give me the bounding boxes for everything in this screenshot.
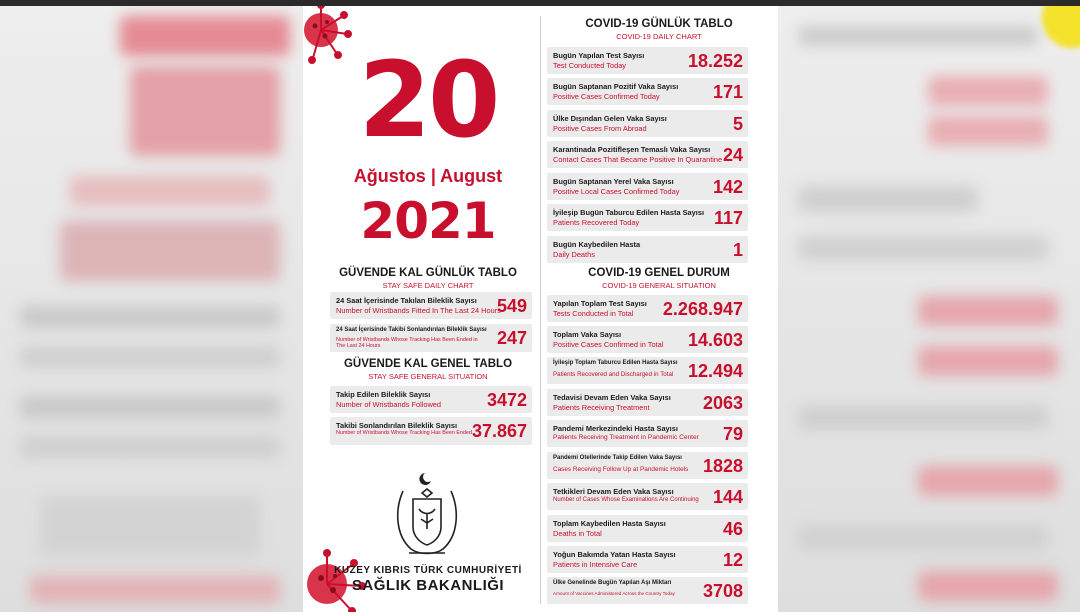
row-value: 171 [712, 82, 743, 102]
ministry-name: SAĞLIK BAKANLIĞI [351, 577, 505, 594]
row-label-en: Number of Wristbands Whose Tracking Has Been Ended in The Last 24 Hours [336, 337, 478, 349]
row-label-en: Test Conducted Today [553, 61, 626, 70]
row-value: 1828 [702, 456, 743, 476]
row-label-tr: Bugün Yapılan Test Sayısı [553, 51, 645, 60]
state-emblem-icon [389, 469, 465, 565]
row-value: 3472 [486, 390, 527, 410]
covid-general-row [547, 326, 748, 353]
covid-general-row [547, 420, 748, 447]
covid-daily-row [547, 236, 748, 263]
covid-general-row [547, 546, 748, 573]
row-label-en: Patients Recovered Today [553, 218, 640, 227]
covid-general-row [547, 357, 748, 384]
row-label-en: Number of Wristbands Whose Tracking Has Been Ended [336, 430, 472, 436]
row-label-en: Patients Receiving Treatment in Pandemic Center [553, 434, 699, 441]
row-label-tr: 24 Saat İçerisinde Takibi Sonlandırılan Bileklik Sayısı [336, 327, 487, 333]
row-label-en: Positive Cases From Abroad [553, 124, 647, 133]
row-label-tr: Bugün Kaybedilen Hasta [553, 240, 641, 249]
row-label-tr: Bugün Saptanan Pozitif Vaka Sayısı [553, 82, 679, 91]
row-value: 18.252 [687, 51, 743, 71]
row-label-en: Daily Deaths [553, 250, 595, 259]
report-day: 20 [358, 39, 498, 161]
row-label-tr: Toplam Kaybedilen Hasta Sayısı [553, 519, 666, 528]
row-label-tr: Ülke Genelinde Bugün Yapılan Aşı Miktarı [553, 580, 672, 586]
covid-daily-row [547, 47, 748, 74]
row-value: 2063 [702, 393, 743, 413]
covid-general-row [547, 452, 748, 479]
covid-general-row [547, 577, 748, 604]
row-label-en: Contact Cases That Became Positive In Quarantine [553, 155, 723, 164]
covid-general-row [547, 389, 748, 416]
yellow-blob [1042, 6, 1080, 48]
row-label-en: Deaths in Total [553, 529, 602, 538]
row-value: 247 [496, 328, 527, 348]
row-value: 144 [712, 487, 743, 507]
row-value: 142 [712, 177, 743, 197]
row-label-tr: Tedavisi Devam Eden Vaka Sayısı [553, 393, 671, 402]
stay-safe-general-row [330, 386, 532, 413]
row-label-en: Tests Conducted in Total [553, 309, 634, 318]
row-label-en: Cases Receiving Follow Up at Pandemic Hotels [553, 466, 689, 473]
row-value: 37.867 [471, 421, 527, 441]
stay-safe-daily-row [330, 292, 532, 319]
row-label-tr: Pandemi Otellerinde Takip Edilen Vaka Sayısı [553, 455, 682, 461]
stay-safe-daily-row [330, 324, 532, 352]
row-value: 5 [732, 114, 743, 134]
row-label-en: Positive Cases Confirmed Today [553, 92, 660, 101]
row-label-en: Patients in Intensive Care [553, 560, 638, 569]
stay-safe-general-row [330, 417, 532, 445]
row-label-tr: Yapılan Toplam Test Sayısı [553, 299, 647, 308]
row-label-en: Patients Recovered and Discharged in Total [553, 371, 674, 378]
row-value: 24 [722, 145, 743, 165]
row-label-tr: Toplam Vaka Sayısı [553, 330, 622, 339]
row-value: 117 [713, 208, 743, 228]
row-value: 46 [722, 519, 743, 539]
blurred-background-left [0, 6, 303, 612]
row-label-en: Patients Receiving Treatment [553, 403, 650, 412]
row-label-en: Number of Cases Whose Examinations Are Continuing [553, 497, 699, 503]
row-value: 549 [496, 296, 527, 316]
row-label-tr: Ülke Dışından Gelen Vaka Sayısı [553, 114, 667, 123]
row-value: 14.603 [687, 330, 743, 350]
covid-general-row [547, 295, 748, 322]
covid-general-title: COVID-19 GENEL DURUM [588, 267, 730, 279]
row-label-en: Amount of Vaccines Administered Across the Country Today [553, 591, 675, 596]
row-value: 12 [722, 550, 743, 570]
row-value: 1 [732, 240, 743, 260]
covid-general-row [547, 483, 748, 510]
row-value: 79 [722, 424, 743, 444]
blurred-background-right [778, 6, 1080, 612]
ministry-country-name: KUZEY KIBRIS TÜRK CUMHURİYETİ [334, 565, 522, 576]
row-label-tr: Pandemi Merkezindeki Hasta Sayısı [553, 424, 678, 433]
covid-daily-subtitle: COVID-19 DAILY CHART [616, 32, 702, 41]
covid-daily-row [547, 110, 748, 137]
report-month: Ağustos | August [353, 166, 503, 186]
row-label-tr: Karantinada Pozitifleşen Temaslı Vaka Sayısı [553, 145, 711, 154]
covid-daily-title: COVID-19 GÜNLÜK TABLO [585, 18, 733, 30]
row-label-tr: Takibi Sonlandırılan Bileklik Sayısı [336, 421, 458, 430]
row-label-tr: Yoğun Bakımda Yatan Hasta Sayısı [553, 550, 676, 559]
covid-daily-row [547, 78, 748, 105]
stay-safe-general-subtitle: STAY SAFE GENERAL SITUATION [368, 372, 488, 381]
stay-safe-general-title: GÜVENDE KAL GENEL TABLO [343, 358, 513, 370]
row-label-tr: İyileşip Bugün Taburcu Edilen Hasta Sayısı [553, 208, 704, 217]
covid-daily-row [547, 204, 748, 231]
row-label-tr: Bugün Saptanan Yerel Vaka Sayısı [553, 177, 674, 186]
row-value: 12.494 [687, 361, 743, 381]
covid-general-row [547, 515, 748, 542]
row-label-tr: Takip Edilen Bileklik Sayısı [336, 390, 431, 399]
column-divider [540, 16, 541, 604]
row-value: 3708 [702, 581, 743, 601]
report-year: 2021 [360, 192, 496, 250]
stay-safe-daily-subtitle: STAY SAFE DAILY CHART [382, 281, 474, 290]
covid-daily-row [547, 173, 748, 200]
row-label-tr: İyileşip Toplam Taburcu Edilen Hasta Sayısı [553, 360, 678, 366]
covid-daily-row [547, 141, 748, 168]
row-label-en: Positive Local Cases Confirmed Today [553, 187, 680, 196]
row-label-en: Number of Wristbands Fitted In The Last 24 Hours [336, 306, 501, 315]
covid-report-poster [303, 6, 778, 612]
row-value: 2.268.947 [662, 299, 743, 319]
row-label-en: Positive Cases Confirmed in Total [553, 340, 664, 349]
stay-safe-daily-title: GÜVENDE KAL GÜNLÜK TABLO [339, 267, 517, 279]
row-label-tr: 24 Saat İçerisinde Takılan Bileklik Sayısı [336, 296, 477, 305]
row-label-en: Number of Wristbands Followed [336, 400, 442, 409]
covid-general-subtitle: COVID-19 GENERAL SITUATION [602, 281, 716, 290]
row-label-tr: Tetkikleri Devam Eden Vaka Sayısı [553, 487, 674, 496]
